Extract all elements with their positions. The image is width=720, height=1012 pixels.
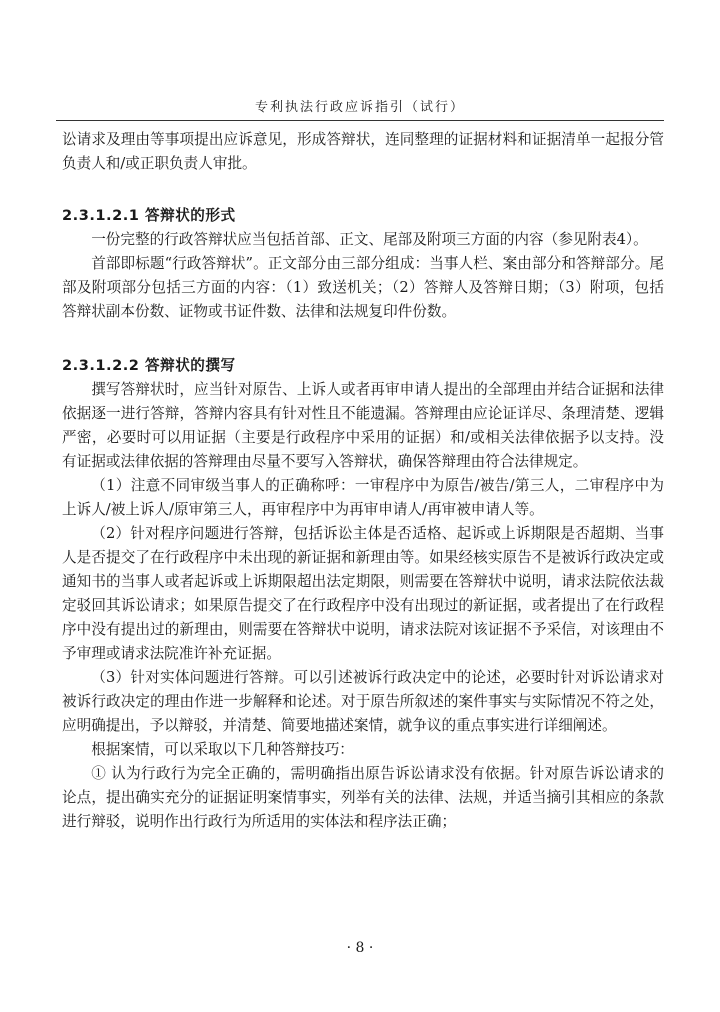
section-2-paragraph-5: 根据案情，可以采取以下几种答辩技巧： <box>91 741 354 758</box>
running-header-title: 专利执法行政应诉指引（试行） <box>254 100 465 115</box>
page-number: · 8 · <box>346 940 374 956</box>
section-1-paragraph-1: 一份完整的行政答辩状应当包括首部、正文、尾部及附项三方面的内容（参见附表4）。 <box>91 231 648 248</box>
document-body <box>62 128 664 834</box>
section-2-paragraph-2: （1）注意不同审级当事人的正确称呼：一审程序中为原告/被告/第三人，二审程序中为上诉人/被上诉人/原审第三人，再审程序中为再审申请人/再审被申请人等。 <box>62 477 664 518</box>
section-2-paragraph-4: （3）针对实体问题进行答辩。可以引述被诉行政决定中的论述，必要时针对诉讼请求对被诉行政决定的理由作进一步解释和论述。对于原告所叙述的案件事实与实际情况不符之处，应明确提出，予以辩驳，并清楚、简要地描述案情，就争议的重点事实进行详细阐述。 <box>62 669 664 734</box>
section-1-paragraph-2: 首部即标题“行政答辩状”。正文部分由三部分组成：当事人栏、案由部分和答辩部分。尾部及附项部分包括三方面的内容：（1）致送机关；（2）答辩人及答辩日期；（3）附项，包括答辩状副本份数、证物或书证件数、法律和法规复印件份数。 <box>62 255 664 320</box>
spacer <box>62 324 664 354</box>
section-2-paragraph-3: （2）针对程序问题进行答辩，包括诉讼主体是否适格、起诉或上诉期限是否超期、当事人是否提交了在行政程序中未出现的新证据和新理由等。如果经核实原告不是被诉行政决定或通知书的当事人或者起诉或上诉期限超出法定期限，则需要在答辩状中说明，请求法院依法裁定驳回其诉讼请求；如果原告提交了在行政程序中没有出现过的新证据，或者提出了在行政程序中没有提出过的新理由，则需要在答辩状中说明，请求法院对该证据不予采信，对该理由不予审理或请求法院准许补充证据。 <box>62 525 664 662</box>
spacer <box>62 176 664 204</box>
header-rule <box>56 120 664 121</box>
section-2-paragraph-1: 撰写答辩状时，应当针对原告、上诉人或者再审申请人提出的全部理由并结合证据和法律依据逐一进行答辩，答辩内容具有针对性且不能遗漏。答辩理由应论证详尽、条理清楚、逻辑严密，必要时可以用证据（主要是行政程序中采用的证据）和/或相关法律依据予以支持。没有证据或法律依据的答辩理由尽量不要写入答辩状，确保答辩理由符合法律规定。 <box>62 381 664 470</box>
section-heading-form: 2.3.1.2.1 答辩状的形式 <box>62 207 236 224</box>
intro-paragraph: 讼请求及理由等事项提出应诉意见，形成答辩状，连同整理的证据材料和证据清单一起报分管负责人和/或正职负责人审批。 <box>62 131 664 172</box>
section-heading-writing: 2.3.1.2.2 答辩状的撰写 <box>62 357 236 374</box>
section-2-paragraph-6: ① 认为行政行为完全正确的，需明确指出原告诉讼请求没有依据。针对原告诉讼请求的论点，提出确实充分的证据证明案情事实，列举有关的法律、法规，并适当摘引其相应的条款进行辩驳，说明作出行政行为所适用的实体法和程序法正确； <box>62 765 664 830</box>
